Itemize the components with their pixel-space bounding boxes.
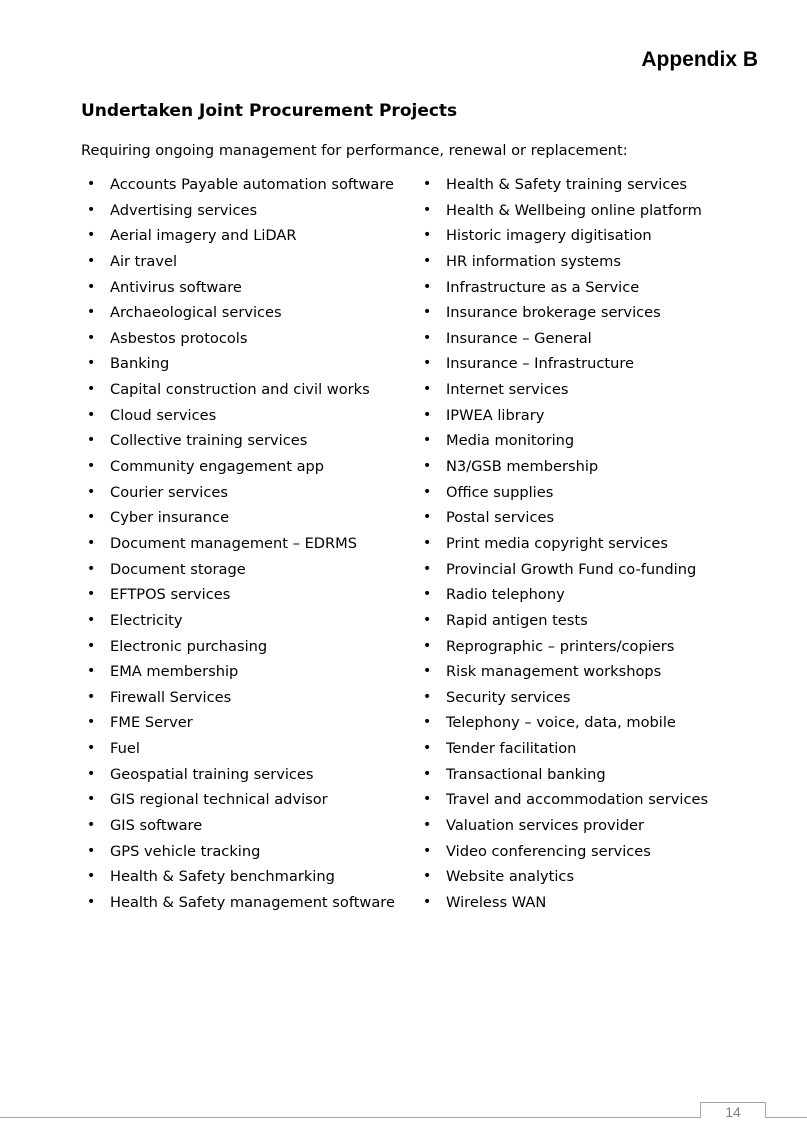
- list-item: • Tender facilitation: [423, 736, 793, 762]
- list-item: • Print media copyright services: [423, 531, 793, 557]
- list-item: • Firewall Services: [87, 685, 417, 711]
- list-item: • Advertising services: [87, 198, 417, 224]
- list-item: • Risk management workshops: [423, 659, 793, 685]
- list-item: • Cyber insurance: [87, 505, 417, 531]
- list-item: • Document management – EDRMS: [87, 531, 417, 557]
- list-item: • Banking: [87, 351, 417, 377]
- section-title: Undertaken Joint Procurement Projects: [81, 101, 458, 121]
- list-item: • Archaeological services: [87, 300, 417, 326]
- list-item: • Aerial imagery and LiDAR: [87, 223, 417, 249]
- list-item: • Valuation services provider: [423, 813, 793, 839]
- list-item: • Website analytics: [423, 864, 793, 890]
- list-item: • Electricity: [87, 608, 417, 634]
- list-item: • Radio telephony: [423, 582, 793, 608]
- list-item: • Travel and accommodation services: [423, 787, 793, 813]
- list-item: • Health & Safety benchmarking: [87, 864, 417, 890]
- list-item: • Asbestos protocols: [87, 326, 417, 352]
- list-item: • GIS software: [87, 813, 417, 839]
- list-item: • Cloud services: [87, 403, 417, 429]
- list-item: • IPWEA library: [423, 403, 793, 429]
- list-item: • Health & Safety training services: [423, 172, 793, 198]
- list-item: • Postal services: [423, 505, 793, 531]
- list-item: • Provincial Growth Fund co-funding: [423, 557, 793, 583]
- list-item: • Geospatial training services: [87, 762, 417, 788]
- list-item: • Electronic purchasing: [87, 634, 417, 660]
- list-item: • Telephony – voice, data, mobile: [423, 710, 793, 736]
- list-item: • Capital construction and civil works: [87, 377, 417, 403]
- list-item: • Insurance – General: [423, 326, 793, 352]
- list-item: • Courier services: [87, 480, 417, 506]
- list-item: • Document storage: [87, 557, 417, 583]
- list-item: • Historic imagery digitisation: [423, 223, 793, 249]
- intro-text: Requiring ongoing management for performance, renewal or replacement:: [81, 142, 628, 159]
- procurement-list-left: [87, 172, 417, 916]
- list-item: • Collective training services: [87, 428, 417, 454]
- list-item: • EMA membership: [87, 659, 417, 685]
- list-item: • Wireless WAN: [423, 890, 793, 916]
- list-item: • Health & Wellbeing online platform: [423, 198, 793, 224]
- list-item: • Antivirus software: [87, 275, 417, 301]
- list-item: • Air travel: [87, 249, 417, 275]
- list-item: • Fuel: [87, 736, 417, 762]
- list-item: • Transactional banking: [423, 762, 793, 788]
- list-item: • Insurance brokerage services: [423, 300, 793, 326]
- list-item: • GPS vehicle tracking: [87, 839, 417, 865]
- list-item: • FME Server: [87, 710, 417, 736]
- procurement-list-right: [423, 172, 793, 916]
- list-item: • Accounts Payable automation software: [87, 172, 417, 198]
- list-item: • Community engagement app: [87, 454, 417, 480]
- list-item: • Security services: [423, 685, 793, 711]
- list-item: • Health & Safety management software: [87, 890, 417, 916]
- list-item: • N3/GSB membership: [423, 454, 793, 480]
- list-item: • Office supplies: [423, 480, 793, 506]
- page-number: 14: [700, 1102, 766, 1118]
- list-item: • Video conferencing services: [423, 839, 793, 865]
- list-item: • GIS regional technical advisor: [87, 787, 417, 813]
- list-item: • Insurance – Infrastructure: [423, 351, 793, 377]
- footer-divider: [0, 1117, 807, 1118]
- list-item: • Rapid antigen tests: [423, 608, 793, 634]
- list-item: • HR information systems: [423, 249, 793, 275]
- list-item: • Media monitoring: [423, 428, 793, 454]
- appendix-heading: Appendix B: [641, 48, 758, 71]
- list-item: • Reprographic – printers/copiers: [423, 634, 793, 660]
- list-item: • Internet services: [423, 377, 793, 403]
- list-item: • Infrastructure as a Service: [423, 275, 793, 301]
- list-item: • EFTPOS services: [87, 582, 417, 608]
